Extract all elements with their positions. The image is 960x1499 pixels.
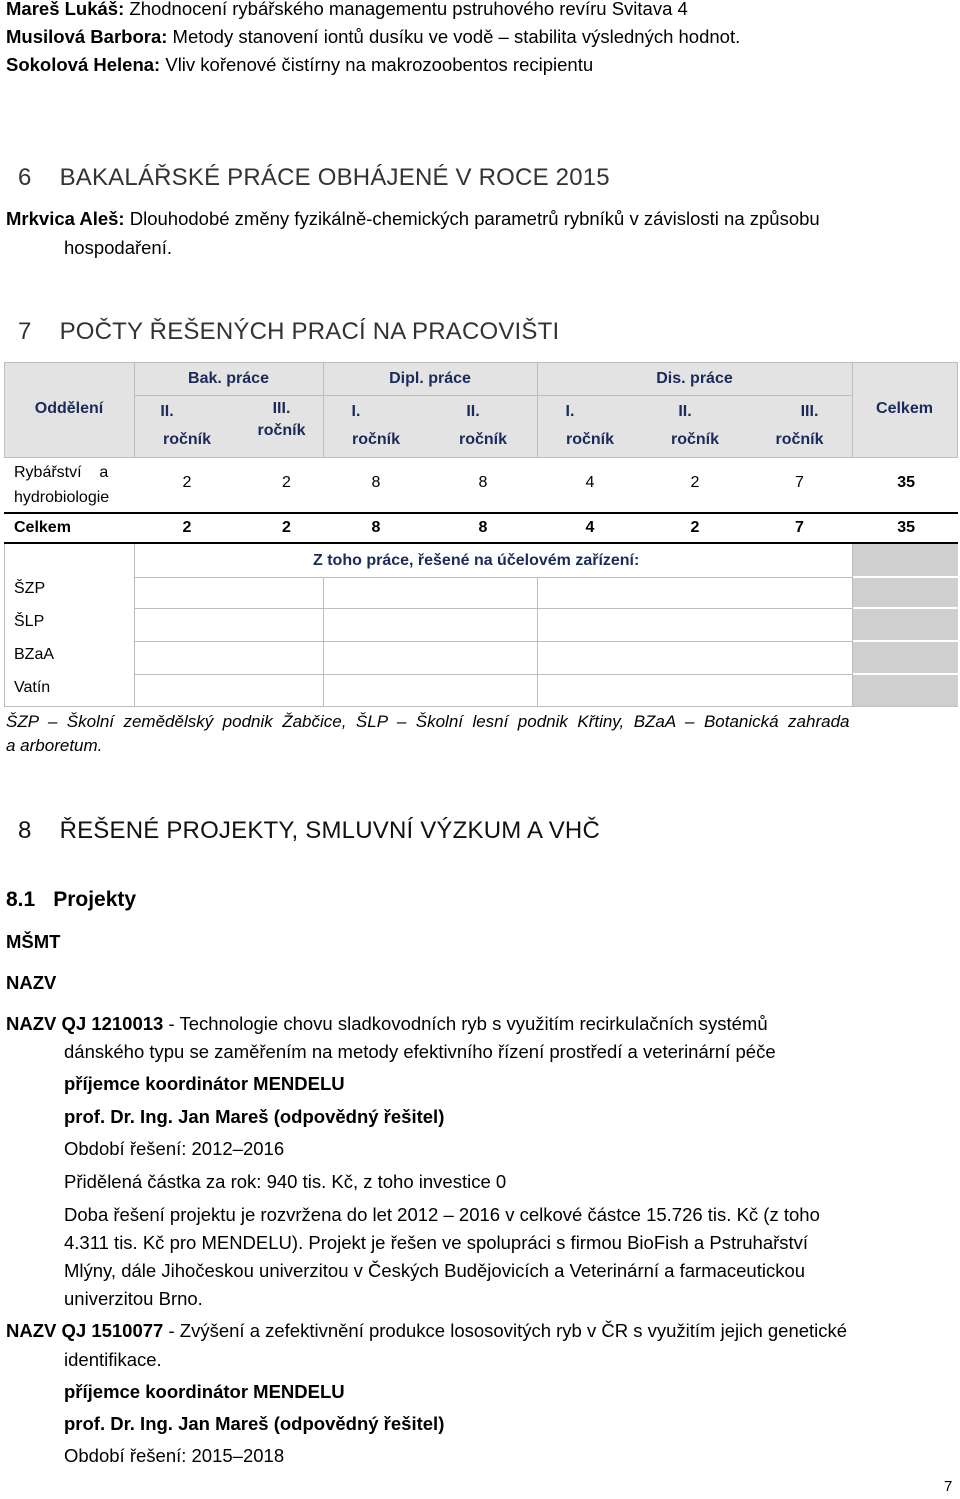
subheader-bak-3: III. ročník (257, 400, 306, 439)
subheader-dis-2: II. ročník (670, 403, 719, 448)
total-sum: 35 (897, 519, 915, 536)
project-1-desc: Mlýny, dále Jihočeskou univerzitou v Českých Budějovicích a Veterinární a farmaceutickou (64, 1260, 806, 1281)
row-label-rybarstvi: Rybářství a hydrobiologie (14, 464, 110, 506)
table-footnote-cont: a arboretum. (6, 736, 103, 755)
subheader-dipl-2: II. ročník (458, 403, 507, 448)
page-number: 7 (944, 1478, 953, 1495)
subsection-number: 8.1 (6, 888, 36, 911)
row1-total: 35 (897, 474, 915, 491)
header-line-3 (6, 54, 593, 76)
facility-slp: ŠLP (14, 613, 45, 630)
header-bak-prace: Bak. práce (188, 370, 269, 387)
project-title: - Technologie chovu sladkovodních ryb s využitím recirkulačních systémů (163, 1013, 768, 1034)
total-val: 2 (182, 519, 192, 536)
row1-val: 2 (282, 474, 291, 491)
total-label: Celkem (14, 519, 71, 536)
author-name: Sokolová Helena: (6, 54, 161, 75)
row1-val: 2 (690, 474, 700, 491)
row1-val: 2 (182, 474, 192, 491)
project-1-period: Období řešení: 2012–2016 (64, 1138, 285, 1159)
header-dis-prace: Dis. práce (656, 370, 733, 387)
row1-val: 7 (795, 474, 804, 491)
section-title: ŘEŠENÉ PROJEKTY, SMLUVNÍ VÝZKUM A VHČ (59, 817, 600, 844)
project-2-recipient: příjemce koordinátor MENDELU (64, 1381, 345, 1402)
project-1-recipient: příjemce koordinátor MENDELU (64, 1073, 345, 1094)
thesis-title: Zhodnocení rybářského managementu pstruhového revíru Svitava 4 (124, 0, 688, 19)
author-name: Musilová Barbora: (6, 26, 168, 47)
facility-bzaa: BZaA (14, 646, 55, 663)
section-6-entry (6, 208, 954, 230)
header-oddeleni: Oddělení (34, 400, 104, 417)
section-title: BAKALÁŘSKÉ PRÁCE OBHÁJENÉ V ROCE 2015 (59, 164, 610, 191)
facility-subnote: Z toho práce, řešené na účelovém zařízení: (313, 552, 640, 569)
header-line-2 (6, 26, 740, 48)
thesis-title: Dlouhodobé změny fyzikálně-chemických parametrů rybníků v závislosti na způsobu (124, 208, 820, 229)
total-val: 8 (478, 519, 488, 536)
project-1-title (6, 1013, 954, 1035)
section-6-heading (18, 164, 610, 192)
subheader-dis-1: I. ročník (565, 403, 614, 448)
section-number: 6 (18, 164, 32, 191)
subheader-dis-3: III. ročník (775, 403, 824, 448)
project-title: - Zvýšení a zefektivnění produkce lososovitých ryb v ČR s využitím jejich genetické (163, 1320, 848, 1341)
thesis-title: Vliv kořenové čistírny na makrozoobentos recipientu (160, 54, 594, 75)
subsection-8-1-heading (6, 888, 136, 912)
table-footnote: ŠZP – Školní zemědělský podnik Žabčice, ŠLP – Školní lesní podnik Křtiny, BZaA – Botanická zahrada (6, 712, 850, 731)
project-1-desc: 4.311 tis. Kč pro MENDELU). Projekt je řešen ve spolupráci s firmou BioFish a Pstruhařství (64, 1232, 809, 1253)
project-2-leader: prof. Dr. Ing. Jan Mareš (odpovědný řešitel) (64, 1413, 445, 1434)
project-2-title-cont: identifikace. (64, 1349, 162, 1370)
project-code: NAZV QJ 1210013 (6, 1013, 164, 1034)
subheader-dipl-1: I. ročník (351, 403, 400, 448)
author-name: Mrkvica Aleš: (6, 208, 125, 229)
section-8-heading (18, 817, 600, 845)
section-7-heading (18, 318, 559, 346)
section-number: 8 (18, 817, 32, 844)
project-1-leader: prof. Dr. Ing. Jan Mareš (odpovědný řešitel) (64, 1106, 445, 1127)
project-1-desc: univerzitou Brno. (64, 1288, 203, 1309)
section-6-entry-cont: hospodaření. (64, 237, 173, 258)
row1-val: 4 (585, 474, 595, 491)
facility-vatin: Vatín (14, 679, 51, 696)
total-val: 4 (585, 519, 595, 536)
header-dipl-prace: Dipl. práce (389, 370, 471, 387)
row1-val: 8 (478, 474, 488, 491)
section-number: 7 (18, 318, 32, 345)
author-name: Mareš Lukáš: (6, 0, 125, 19)
project-2-title (6, 1320, 847, 1342)
total-val: 7 (795, 519, 804, 536)
section-title: POČTY ŘEŠENÝCH PRACÍ NA PRACOVIŠTI (59, 318, 560, 345)
subheader-bak-2: II. ročník (160, 403, 211, 448)
project-1-title-cont: dánského typu se zaměřením na metody efektivního řízení prostředí a veterinární péče (64, 1041, 776, 1062)
project-code: NAZV QJ 1510077 (6, 1320, 164, 1341)
subsection-title: Projekty (53, 888, 137, 911)
project-1-amount: Přidělená částka za rok: 940 tis. Kč, z toho investice 0 (64, 1171, 507, 1192)
header-celkem: Celkem (876, 400, 933, 417)
header-line-1 (6, 0, 688, 20)
thesis-title: Metody stanovení iontů dusíku ve vodě – stabilita výsledných hodnot. (167, 26, 741, 47)
total-val: 8 (371, 519, 381, 536)
label-msmt: MŠMT (6, 931, 61, 952)
project-2-period: Období řešení: 2015–2018 (64, 1445, 285, 1466)
total-val: 2 (282, 519, 291, 536)
total-val: 2 (690, 519, 700, 536)
facility-szp: ŠZP (14, 580, 46, 597)
row1-val: 8 (371, 474, 381, 491)
label-nazv: NAZV (6, 972, 57, 993)
project-1-desc: Doba řešení projektu je rozvržena do let 2012 – 2016 v celkové částce 15.726 tis. Kč (z toho (64, 1204, 820, 1225)
